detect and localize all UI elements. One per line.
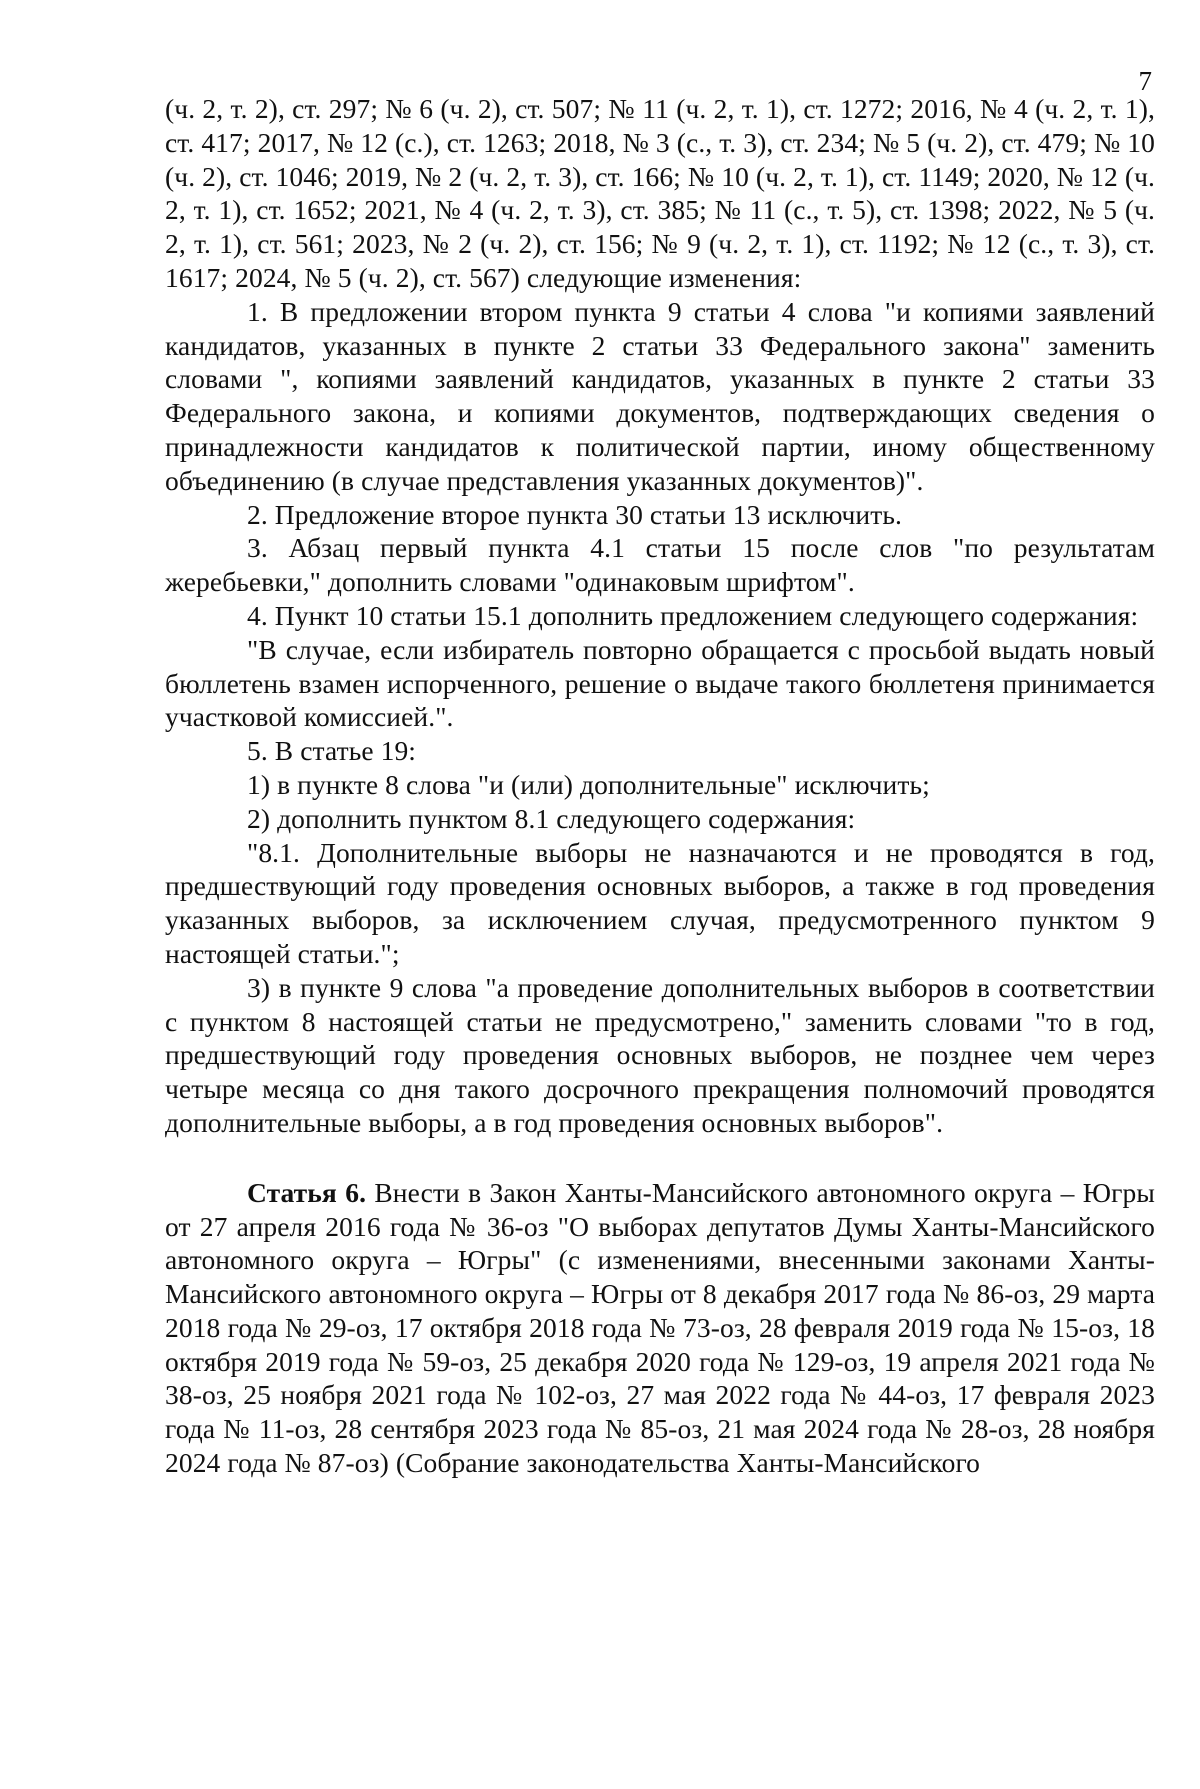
sub-item-1: 1) в пункте 8 слова "и (или) дополнительные" исключить; xyxy=(247,768,930,800)
amendment-item-1: 1. В предложении втором пункта 9 статьи 4 слова "и копиями заявлений кандидатов, указанных в пункте 2 статьи 33 Федерального закона" заменить словами ", копиями заявлений кандидатов, указанных в пункте 2 статьи 33 Федерального закона, и копиями документов, подтверждающих сведения о принадлежности кандидатов к политической партии, иному общественному объединению (в случае представления указанных документов)". xyxy=(165,295,1155,496)
page-number: 7 xyxy=(1138,66,1152,96)
sub-item-2: 2) дополнить пунктом 8.1 следующего содержания: xyxy=(247,802,856,834)
quoted-sentence: "В случае, если избиратель повторно обращается с просьбой выдать новый бюллетень взамен испорченного, решение о выдаче такого бюллетеня принимается участковой комиссией.". xyxy=(165,633,1155,733)
article-6-text: Внести в Закон Ханты-Мансийского автономного округа – Югры от 27 апреля 2016 года № 36-оз "О выборах депутатов Думы Ханты-Мансийского автономного округа – Югры" (с изменениями, внесенными законами Ханты-Мансийского автономного округа – Югры от 8 декабря 2017 года № 86-оз, 29 марта 2018 года № 29-оз, 17 октября 2018 года № 73-оз, 28 февраля 2019 года № 15-оз, 18 октября 2019 года № 59-оз, 25 декабря 2020 года № 129-оз, 19 апреля 2021 года № 38-оз, 25 ноября 2021 года № 102-оз, 27 мая 2022 года № 44-оз, 17 февраля 2023 года № 11-оз, 28 сентября 2023 года № 85-оз, 21 мая 2024 года № 28-оз, 28 ноября 2024 года № 87-оз) (Собрание законодательства Ханты-Мансийского xyxy=(165,1176,1155,1479)
amendment-item-2: 2. Предложение второе пункта 30 статьи 13 исключить. xyxy=(247,498,902,530)
amendment-item-4: 4. Пункт 10 статьи 15.1 дополнить предложением следующего содержания: xyxy=(247,599,1139,631)
amendment-item-5: 5. В статье 19: xyxy=(247,735,417,767)
sub-item-3: 3) в пункте 9 слова "а проведение дополнительных выборов в соответствии с пунктом 8 настоящей статьи не предусмотрено," заменить словами "то в год, предшествующий году проведения основных выборов, не позднее чем через четыре месяца со дня такого досрочного прекращения полномочий проводятся дополнительные выборы, а в год проведения основных выборов". xyxy=(165,971,1155,1138)
amendment-item-3: 3. Абзац первый пункта 4.1 статьи 15 после слов "по результатам жеребьевки," дополнить словами "одинаковым шрифтом". xyxy=(165,532,1155,598)
article-6-paragraph xyxy=(165,1176,1155,1480)
article-6-label: Статья 6. xyxy=(247,1176,367,1208)
continuation-paragraph: (ч. 2, т. 2), ст. 297; № 6 (ч. 2), ст. 507; № 11 (ч. 2, т. 1), ст. 1272; 2016, № 4 (ч. 2, т. 1), ст. 417; 2017, № 12 (с.), ст. 1263; 2018, № 3 (с., т. 3), ст. 234; № 5 (ч. 2), ст. 479; № 10 (ч. 2), ст. 1046; 2019, № 2 (ч. 2, т. 3), ст. 166; № 10 (ч. 2, т. 1), ст. 1149; 2020, № 12 (ч. 2, т. 1), ст. 1652; 2021, № 4 (ч. 2, т. 3), ст. 385; № 11 (с., т. 5), ст. 1398; 2022, № 5 (ч. 2, т. 1), ст. 561; 2023, № 2 (ч. 2), ст. 156; № 9 (ч. 2, т. 1), ст. 1192; № 12 (с., т. 3), ст. 1617; 2024, № 5 (ч. 2), ст. 567) следующие изменения: xyxy=(165,93,1155,293)
quoted-clause-8-1: "8.1. Дополнительные выборы не назначаются и не проводятся в год, предшествующий году проведения основных выборов, а также в год проведения указанных выборов, за исключением случая, предусмотренного пунктом 9 настоящей статьи."; xyxy=(165,836,1155,969)
paragraph-gap xyxy=(165,1140,1155,1176)
document-body xyxy=(165,92,1155,1480)
